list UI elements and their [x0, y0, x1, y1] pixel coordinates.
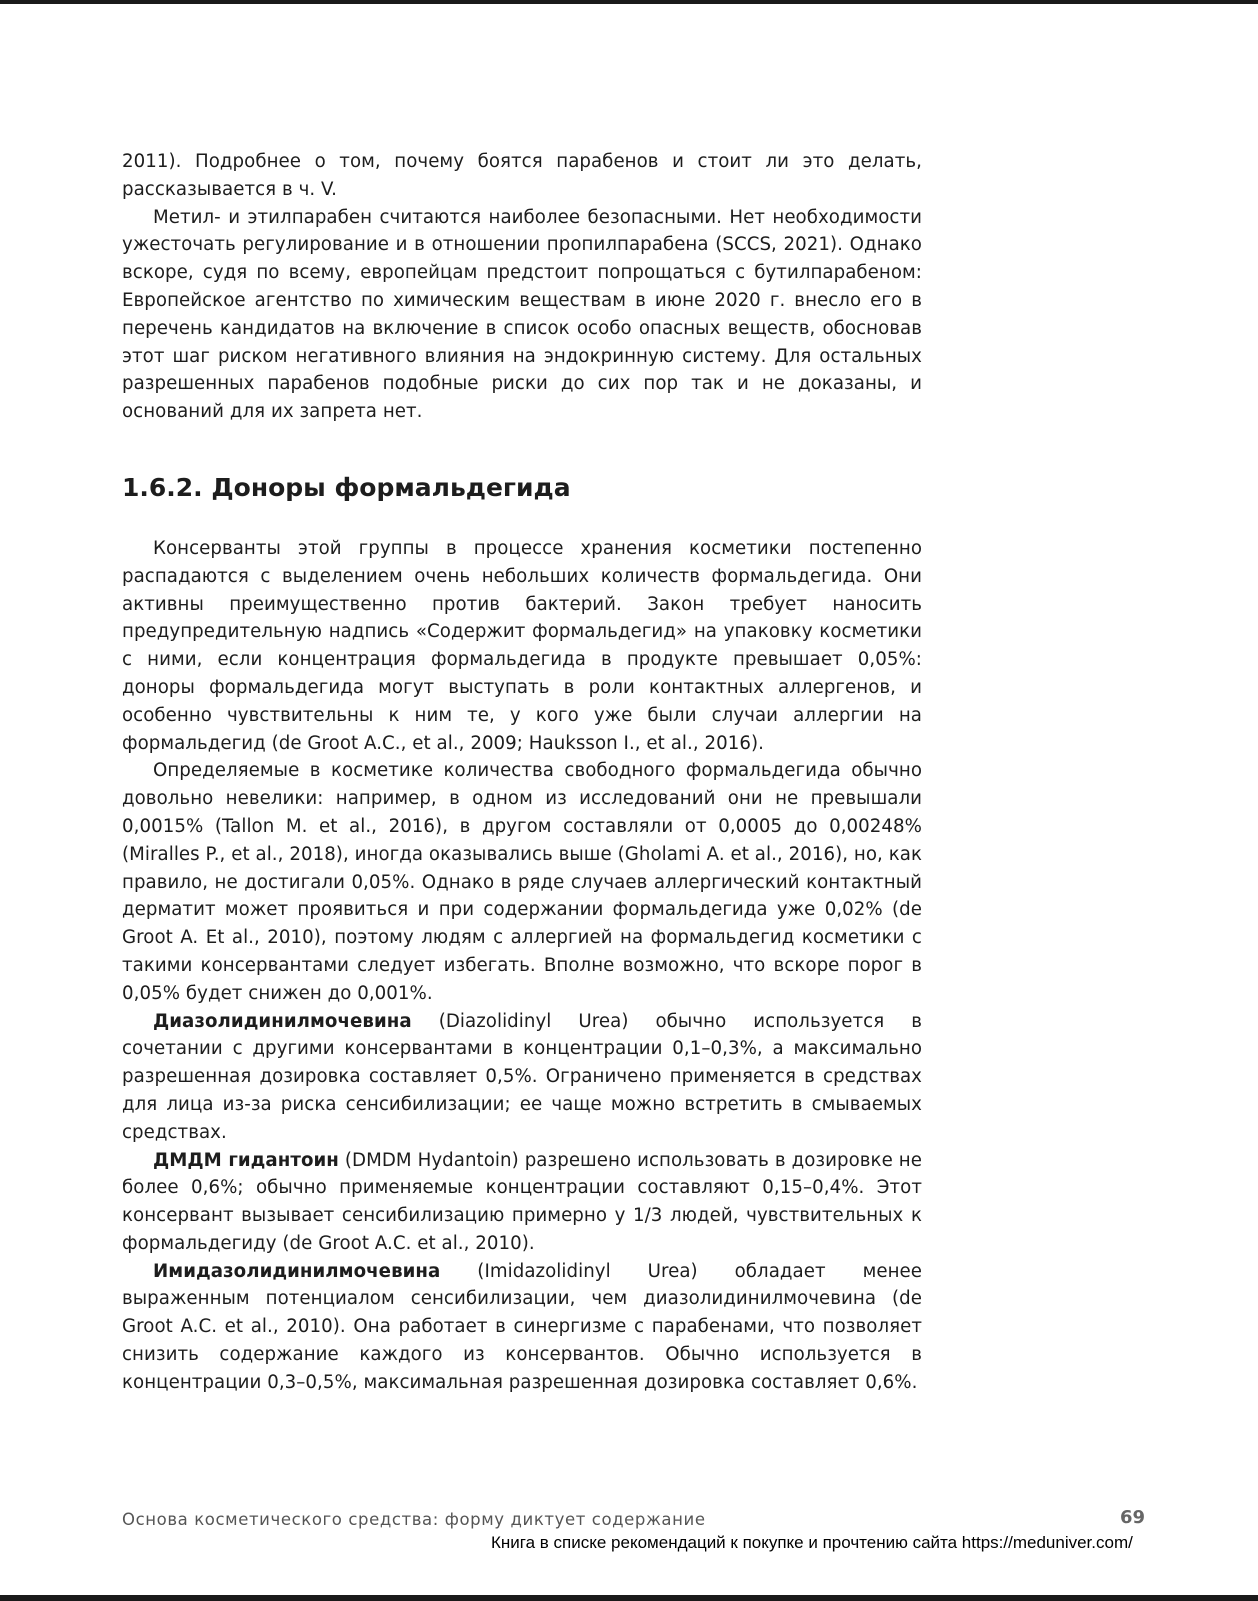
top-scan-edge	[0, 0, 1258, 4]
page-number: 69	[1120, 1507, 1146, 1528]
paragraph-free-formaldehyde: Определяемые в косметике количества свободного формальдегида обычно довольно невелики: например, в одном из исследований они не превышали 0,0015% (Tallon M. et al., 2016), в другом составляли от 0,0005 до 0,00248% (Miralles P., et al., 2018), иногда оказывались выше (Gholami A. et al., 2016), но, как правило, не достигали 0,05%. Однако в ряде случаев аллергический контактный дерматит может проявиться и при содержании формальдегида уже 0,02% (de Groot A. Et al., 2010), поэтому людям с аллергией на формальдегид косметики с такими консервантами следует избегать. Вполне возможно, что вскоре порог в 0,05% будет снижен до 0,001%.	[122, 760, 922, 1004]
paragraph-continued: 2011). Подробнее о том, почему боятся парабенов и стоит ли это делать, рассказывается в ч. V.	[122, 151, 922, 200]
text-dmdm-hydantoin: (DMDM Hydantoin) разрешено использовать в дозировке не более 0,6%; обычно применяемые концентрации составляют 0,15–0,4%. Этот консервант вызывает сенсибилизацию примерно у 1/3 людей, чувствительных к формальдегиду (de Groot A.C. et al., 2010).	[122, 1149, 922, 1254]
page-body	[122, 148, 922, 1397]
footer-book-title: Основа косметического средства: форму диктует содержание	[122, 1510, 706, 1529]
term-diazolidinyl-urea: Диазолидинилмочевина	[153, 1010, 412, 1032]
text-diazolidinyl-urea: (Diazolidinyl Urea) обычно используется в сочетании с другими консервантами в концентрации 0,1–0,3%, а максимально разрешенная дозировка составляет 0,5%. Ограничено применяется в средствах для лица из-за риска сенсибилизации; ее чаще можно встретить в смываемых средствах.	[122, 1010, 922, 1143]
paragraph-dmdm-hydantoin	[122, 1147, 922, 1258]
source-note: Книга в списке рекомендаций к покупке и прочтению сайта https://meduniver.com/	[491, 1533, 1133, 1552]
paragraph-imidazolidinyl-urea	[122, 1258, 922, 1397]
term-dmdm-hydantoin: ДМДМ гидантоин	[153, 1149, 339, 1171]
paragraph-diazolidinyl-urea	[122, 1008, 922, 1147]
paragraph-formaldehyde-donors: Консерванты этой группы в процессе хранения косметики постепенно распадаются с выделением очень небольших количеств формальдегида. Они активны преимущественно против бактерий. Закон требует наносить предупредительную надпись «Содержит формальдегид» на упаковку косметики с ними, если концентрация формальдегида в продукте превышает 0,05%: доноры формальдегида могут выступать в роли контактных аллергенов, и особенно чувствительны к ним те, у кого уже были случаи аллергии на формальдегид (de Groot A.C., et al., 2009; Hauksson I., et al., 2016).	[122, 537, 922, 754]
bottom-scan-edge	[0, 1595, 1258, 1601]
term-imidazolidinyl-urea: Имидазолидинилмочевина	[153, 1260, 441, 1282]
section-heading: 1.6.2. Доноры формальдегида	[122, 472, 571, 502]
text-imidazolidinyl-urea: (Imidazolidinyl Urea) обладает менее выраженным потенциалом сенсибилизации, чем диазолидинилмочевина (de Groot A.C. et al., 2010). Она работает в синергизме с парабенами, что позволяет снизить содержание каждого из консервантов. Обычно используется в концентрации 0,3–0,5%, максимальная разрешенная дозировка составляет 0,6%.	[122, 1260, 922, 1393]
paragraph-parabens: Метил- и этилпарабен считаются наиболее безопасными. Нет необходимости ужесточать регулирование и в отношении пропилпарабена (SCCS, 2021). Однако вскоре, судя по всему, европейцам предстоит попрощаться с бутилпарабеном: Европейское агентство по химическим веществам в июне 2020 г. внесло его в перечень кандидатов на включение в список особо опасных веществ, обосновав этот шаг риском негативного влияния на эндокринную систему. Для остальных разрешенных парабенов подобные риски до сих пор так и не доказаны, и оснований для их запрета нет.	[122, 206, 922, 423]
